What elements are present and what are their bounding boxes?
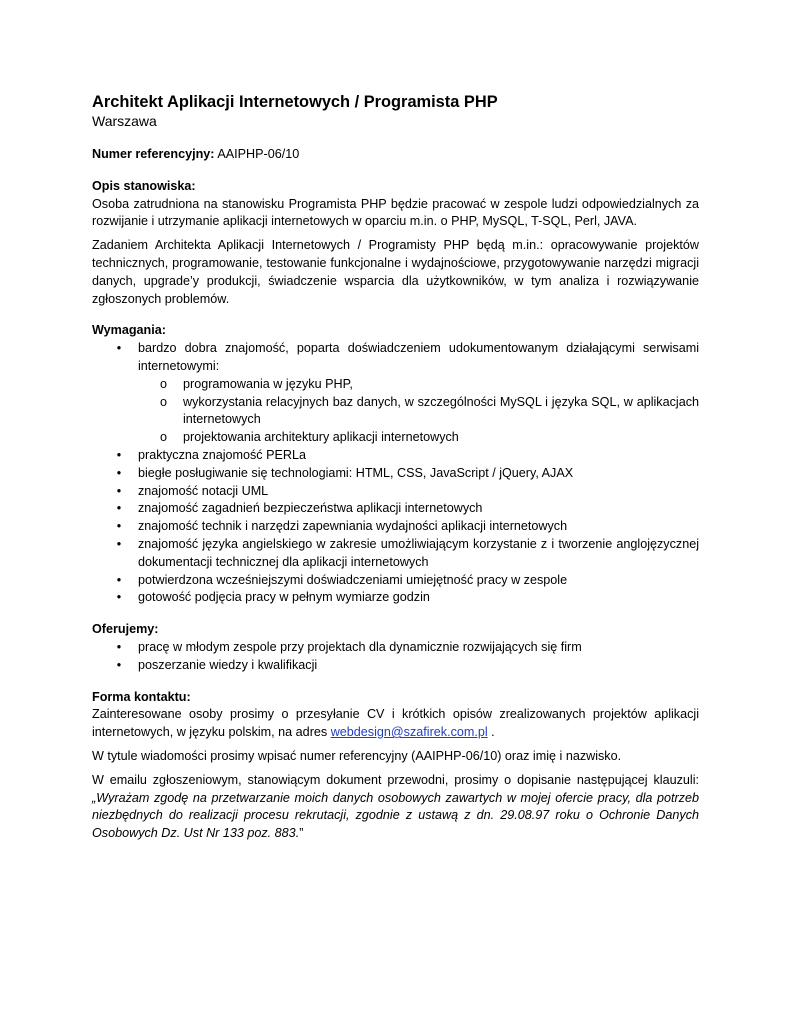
- bullet-icon: •: [116, 590, 122, 605]
- list-item: [92, 639, 699, 657]
- description-section: [92, 178, 699, 309]
- description-paragraph-1: Osoba zatrudniona na stanowisku Programista PHP będzie pracować w zespole ludzi odpowiedzialnych za rozwijanie i utrzymanie aplikacji internetowych w oparciu m.in. o PHP, MySQL, T-SQL, Perl, JAVA.: [92, 196, 699, 229]
- requirements-list: [92, 340, 699, 607]
- list-item: [92, 536, 699, 572]
- list-item: [92, 572, 699, 590]
- requirement-text: praktyczna znajomość PERLa: [138, 447, 306, 462]
- document-content: [92, 92, 699, 857]
- list-item: [92, 518, 699, 536]
- list-item: [92, 589, 699, 607]
- reference-value: AAIPHP-06/10: [217, 147, 300, 161]
- bullet-icon: •: [116, 465, 122, 480]
- list-item: [138, 429, 699, 447]
- description-heading: Opis stanowiska:: [92, 178, 196, 193]
- contact-heading: Forma kontaktu:: [92, 689, 191, 704]
- contact-paragraph-1: [92, 706, 699, 742]
- offer-text: pracę w młodym zespole przy projektach dla dynamicznie rozwijających się firm: [138, 639, 582, 654]
- circle-bullet-icon: o: [160, 376, 168, 391]
- requirement-text: bardzo dobra znajomość, poparta doświadczeniem udokumentowanym działającymi serwisami internetowymi:: [138, 341, 699, 373]
- list-item: [138, 376, 699, 394]
- offer-heading: Oferujemy:: [92, 622, 159, 637]
- list-item: [138, 394, 699, 430]
- list-item: [92, 465, 699, 483]
- requirements-section: [92, 322, 699, 607]
- offer-list: [92, 639, 699, 675]
- contact-intro-end: .: [487, 725, 495, 740]
- requirements-heading: Wymagania:: [92, 323, 166, 338]
- requirement-text: gotowość podjęcia pracy w pełnym wymiarze godzin: [138, 590, 430, 605]
- clause-closing-quote: ”: [299, 826, 304, 841]
- offer-section: [92, 621, 699, 674]
- bullet-icon: •: [116, 519, 122, 534]
- bullet-icon: •: [116, 657, 122, 672]
- offer-text: poszerzanie wiedzy i kwalifikacji: [138, 657, 318, 672]
- requirement-text: potwierdzona wcześniejszymi doświadczeniami umiejętność pracy w zespole: [138, 572, 568, 587]
- bullet-icon: •: [116, 572, 122, 587]
- clause-intro-text: W emailu zgłoszeniowym, stanowiącym dokument przewodni, prosimy o dopisanie następującej klauzuli:: [92, 772, 699, 787]
- circle-bullet-icon: o: [160, 394, 168, 409]
- bullet-icon: •: [116, 483, 122, 498]
- reference-number-line: [92, 146, 699, 164]
- bullet-icon: •: [116, 639, 122, 654]
- list-item: [92, 483, 699, 501]
- requirement-text: znajomość języka angielskiego w zakresie umożliwiającym korzystanie z i tworzenie anglojęzycznej dokumentacji technicznej dla aplikacji internetowych: [138, 536, 699, 569]
- job-title: Architekt Aplikacji Internetowych / Programista PHP: [92, 93, 498, 111]
- bullet-icon: •: [116, 536, 122, 551]
- contact-paragraph-3: [92, 772, 699, 843]
- list-item: [92, 500, 699, 518]
- circle-bullet-icon: o: [160, 430, 168, 445]
- reference-label: Numer referencyjny:: [92, 147, 215, 161]
- requirement-text: biegłe posługiwanie się technologiami: HTML, CSS, JavaScript / jQuery, AJAX: [138, 465, 574, 480]
- subrequirement-text: projektowania architektury aplikacji internetowych: [183, 430, 459, 445]
- bullet-icon: •: [116, 447, 122, 462]
- list-item: [92, 657, 699, 675]
- job-location: Warszawa: [92, 113, 157, 129]
- list-item: [92, 340, 699, 447]
- subrequirement-text: programowania w języku PHP,: [183, 376, 353, 391]
- subrequirement-text: wykorzystania relacyjnych baz danych, w szczególności MySQL i języka SQL, w aplikacjach internetowych: [183, 394, 699, 427]
- requirement-text: znajomość zagadnień bezpieczeństwa aplikacji internetowych: [138, 501, 483, 516]
- contact-section: [92, 689, 699, 843]
- bullet-icon: •: [116, 501, 122, 516]
- requirements-sublist: [138, 376, 699, 447]
- requirement-text: znajomość technik i narzędzi zapewniania wydajności aplikacji internetowych: [138, 519, 568, 534]
- consent-clause-text: „Wyrażam zgodę na przetwarzanie moich danych osobowych zawartych w mojej ofercie pracy, dla potrzeb niezbędnych do realizacji procesu rekrutacji, zgodnie z ustawą z dn. 29.08.97 roku o Ochronie Danych Osobowych Dz. Ust Nr 133 poz. 883.: [92, 790, 699, 841]
- email-link[interactable]: webdesign@szafirek.com.pl: [330, 725, 488, 740]
- contact-paragraph-2: W tytule wiadomości prosimy wpisać numer referencyjny (AAIPHP-06/10) oraz imię i nazwisko.: [92, 748, 622, 763]
- bullet-icon: •: [116, 341, 122, 356]
- list-item: [92, 447, 699, 465]
- requirement-text: znajomość notacji UML: [138, 483, 269, 498]
- contact-intro-text: Zainteresowane osoby prosimy o przesyłanie CV i krótkich opisów zrealizowanych projektów aplikacji internetowych, w języku polskim, na adres: [92, 707, 699, 740]
- description-paragraph-2: Zadaniem Architekta Aplikacji Internetowych / Programisty PHP będą m.in.: opracowywanie projektów technicznych, programowanie, testowanie funkcjonalne i wydajnościowe, przygotowywanie narzędzi migracji danych, upgrade’y produkcji, świadczenie wsparcia dla użytkowników, w tym analiza i rozwiązywanie zgłoszonych problemów.: [92, 238, 699, 306]
